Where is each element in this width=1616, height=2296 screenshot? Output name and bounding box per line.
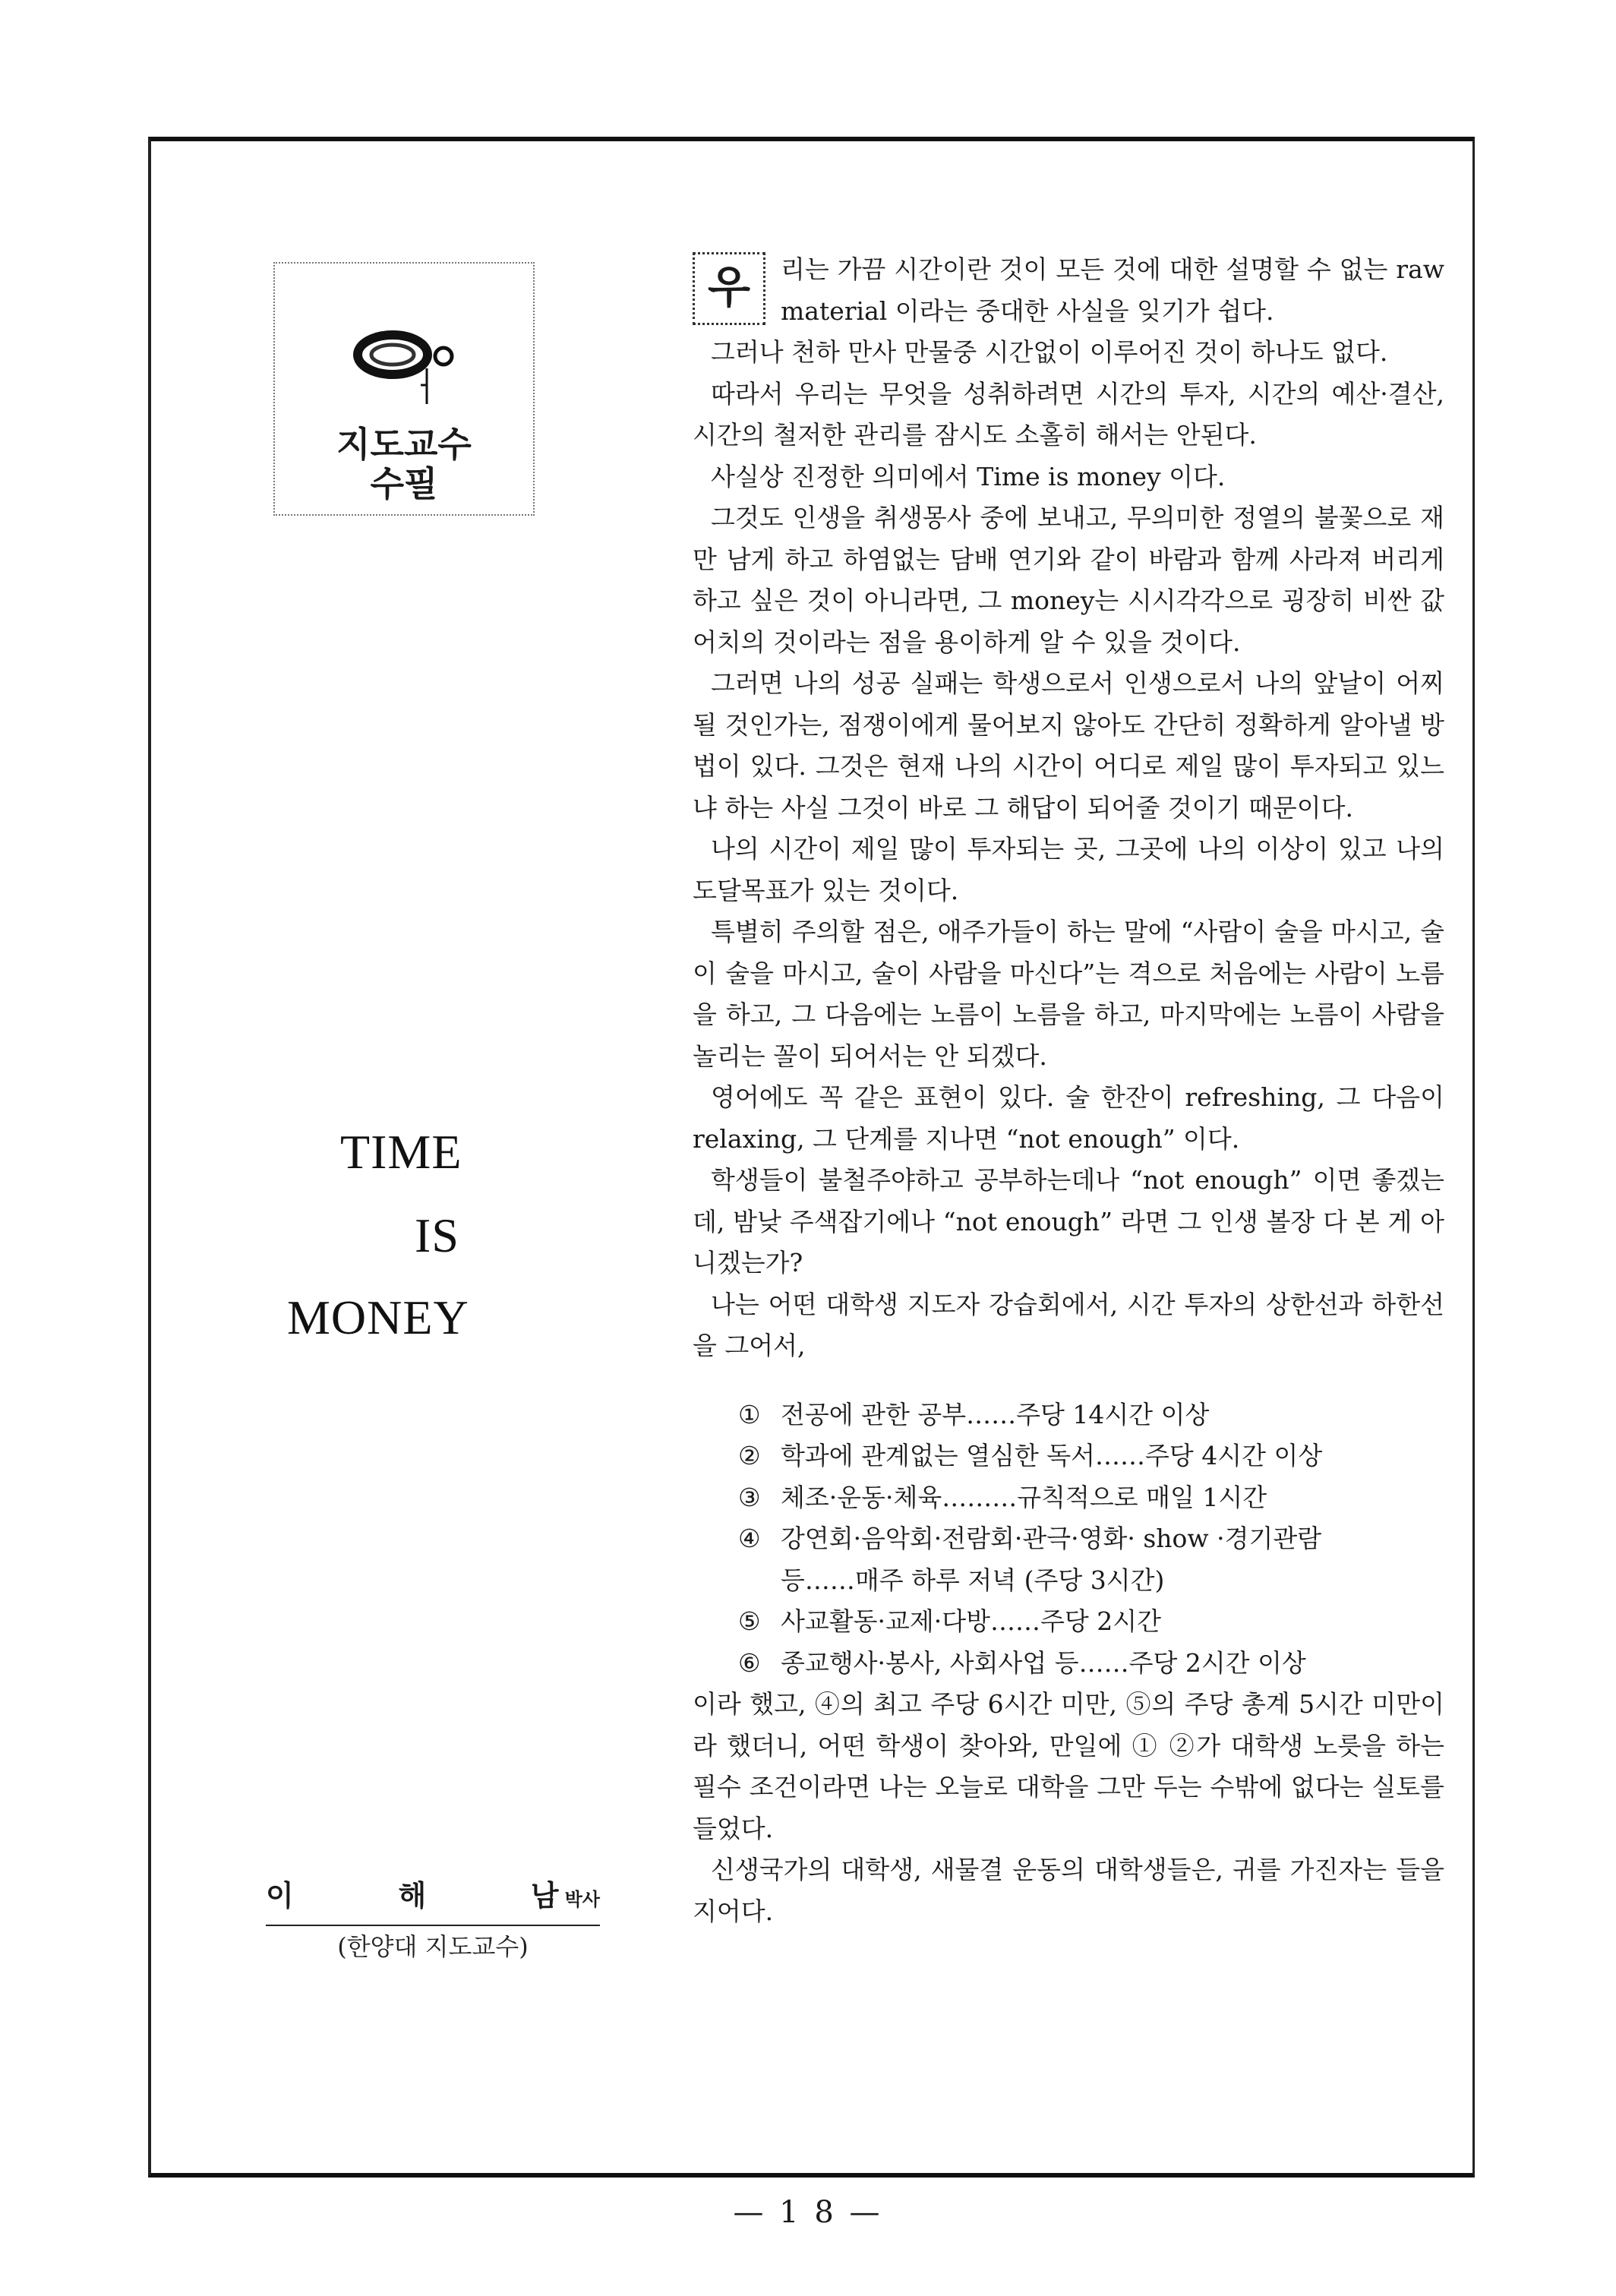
author-name-char-1: 이: [266, 1879, 294, 1912]
author-name: [266, 1872, 600, 1926]
list-item: ④ 강연회·음악회·전람회·관극·영화· show ·경기관람 등……매주 하루 저녁 (주당 3시간): [738, 1518, 1444, 1601]
author-affiliation: (한양대 지도교수): [337, 1932, 529, 1961]
list-item: ⑤ 사교활동·교제·다방……주당 2시간: [738, 1606, 1162, 1636]
column-emblem: [273, 262, 535, 516]
list-item: ⑥ 종교행사·봉사, 사회사업 등……주당 2시간 이상: [738, 1647, 1306, 1678]
list-item: ② 학과에 관계없는 열심한 독서……주당 4시간 이상: [738, 1441, 1323, 1470]
author-name-char-3: 남: [530, 1879, 559, 1912]
paragraph: 그것도 인생을 취생몽사 중에 보내고, 무의미한 정열의 불꽃으로 재만 남게 하고 하염없는 담배 연기와 같이 바람과 함께 사라져 버리게 하고 싶은 것이 아니라면, 그 money는 시시각각으로 굉장히 비싼 값어치의 것이라는 점을 용이하게 알 수 있을 것이다.: [693, 503, 1444, 657]
paragraph: 이라 했고, ④의 최고 주당 6시간 미만, ⑤의 주당 총계 5시간 미만이라 했더니, 어떤 학생이 찾아와, 만일에 ① ②가 대학생 노릇을 하는 필수 조건이라면 나는 오늘로 대학을 그만 두는 수밖에 없다는 실토를 들었다.: [693, 1689, 1444, 1843]
ring-logo-icon: [351, 324, 457, 408]
title-word-2: IS: [415, 1208, 459, 1262]
list-item: ③ 체조·운동·체육………규칙적으로 매일 1시간: [738, 1482, 1267, 1512]
title-word-1: TIME: [340, 1125, 462, 1179]
list-item-continuation: 등……매주 하루 저녁 (주당 3시간): [781, 1565, 1165, 1595]
emblem-label-line2: 수필: [370, 463, 438, 504]
paragraph: 그러나 천하 만사 만물중 시간없이 이루어진 것이 하나도 없다.: [711, 337, 1388, 367]
title-word-3: MONEY: [287, 1290, 469, 1344]
paragraph: 신생국가의 대학생, 새물결 운동의 대학생들은, 귀를 가진자는 들을 지어다.: [693, 1855, 1444, 1926]
page-number: — 1 8 —: [733, 2195, 883, 2230]
paragraph: 특별히 주의할 점은, 애주가들이 하는 말에 “사람이 술을 마시고, 술이 술을 마시고, 술이 사람을 마신다”는 격으로 처음에는 사람이 노름을 하고, 그 다음에는 노름이 노름을 하고, 마지막에는 노름이 사람을 놀리는 꼴이 되어서는 안 되겠다.: [693, 917, 1444, 1071]
list-item: ① 전공에 관한 공부……주당 14시간 이상: [738, 1399, 1210, 1429]
paragraph: 우 리는 가끔 시간이란 것이 모든 것에 대한 설명할 수 없는 raw material 이라는 중대한 사실을 잊기가 쉽다.: [693, 249, 1444, 332]
paragraph: 영어에도 꼭 같은 표현이 있다. 술 한잔이 refreshing, 그 다음이 relaxing, 그 단계를 지나면 “not enough” 이다.: [693, 1082, 1444, 1154]
paragraph: 나는 어떤 대학생 지도자 강습회에서, 시간 투자의 상한선과 하한선을 그어서,: [693, 1289, 1444, 1360]
paragraph: 학생들이 불철주야하고 공부하는데나 “not enough” 이면 좋겠는데, 밤낮 주색잡기에나 “not enough” 라면 그 인생 볼장 다 본 게 아니겠는가?: [693, 1165, 1444, 1277]
emblem-label-line1: 지도교수: [336, 424, 472, 465]
paragraph: 그러면 나의 성공 실패는 학생으로서 인생으로서 나의 앞날이 어찌 될 것인가는, 점쟁이에게 물어보지 않아도 간단히 정확하게 알아낼 방법이 있다. 그것은 현재 나의 시간이 어디로 제일 많이 투자되고 있느냐 하는 사실 그것이 바로 그 해답이 되어줄 것이기 때문이다.: [693, 668, 1444, 823]
author-name-char-2: 해: [398, 1879, 427, 1912]
paragraph: 나의 시간이 제일 많이 투자되는 곳, 그곳에 나의 이상이 있고 나의 도달목표가 있는 것이다.: [693, 834, 1444, 905]
drop-cap: 우: [693, 252, 765, 325]
author-degree: 박사: [564, 1889, 600, 1910]
time-investment-list: [693, 1394, 1444, 1685]
article-body: [693, 249, 1444, 1932]
paragraph: 사실상 진정한 의미에서 Time is money 이다.: [711, 461, 1226, 491]
paragraph: 따라서 우리는 무엇을 성취하려면 시간의 투자, 시간의 예산·결산, 시간의 철저한 관리를 잠시도 소홀히 해서는 안된다.: [693, 378, 1444, 450]
